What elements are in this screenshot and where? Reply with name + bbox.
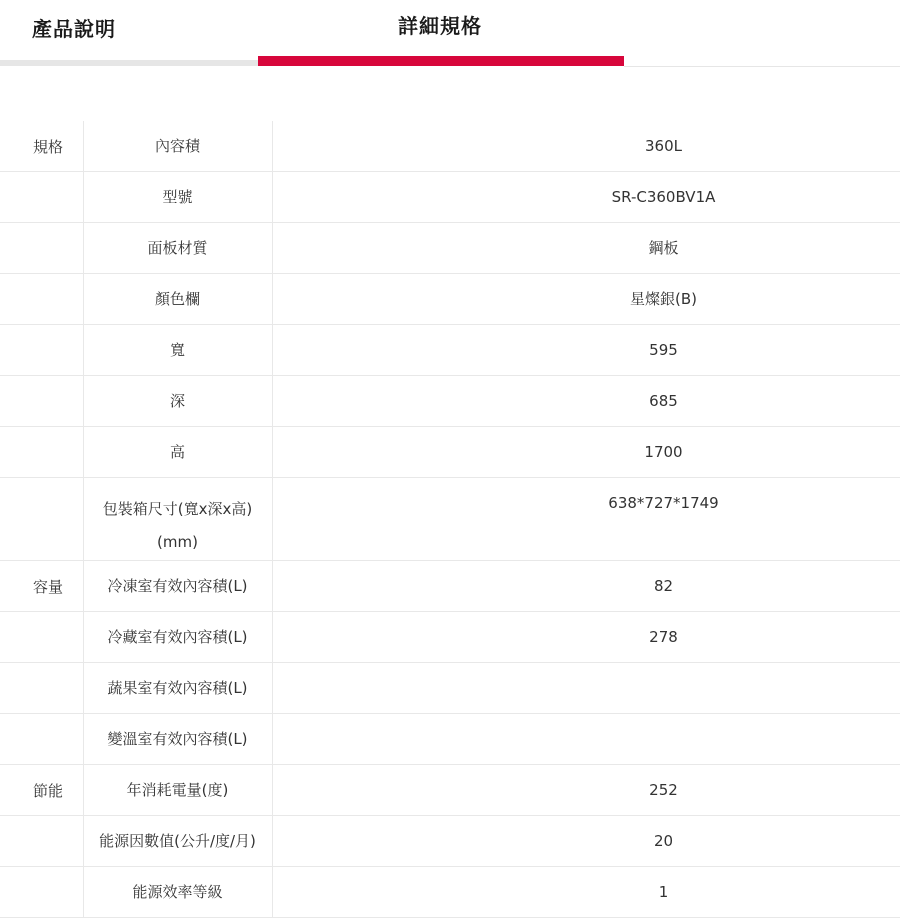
- spec-label: 寬: [169, 341, 185, 359]
- tab-label: 詳細規格: [398, 14, 482, 38]
- table-row: [0, 172, 900, 223]
- spec-label: 冷凍室有效內容積(L): [107, 577, 248, 595]
- spec-label: 能源因數值(公升/度/月): [99, 832, 256, 850]
- spec-label: 年消耗電量(度): [126, 781, 229, 799]
- spec-category: [0, 663, 83, 678]
- spec-category: [0, 427, 83, 442]
- spec-label: 內容積: [154, 137, 200, 155]
- spec-value: 595: [649, 341, 678, 359]
- spec-category: [0, 612, 83, 627]
- table-row: [0, 765, 900, 816]
- spec-value: 1: [658, 883, 669, 901]
- table-row: [0, 274, 900, 325]
- spec-value: 1700: [644, 443, 683, 461]
- spec-value: 638*727*1749: [608, 494, 719, 512]
- table-row: [0, 223, 900, 274]
- spec-value: 星燦銀(B): [630, 290, 697, 308]
- table-row: [0, 478, 900, 561]
- spec-category: [0, 478, 83, 493]
- spec-label: 變溫室有效內容積(L): [107, 730, 248, 748]
- table-row: [0, 663, 900, 714]
- spec-label: 顏色欄: [154, 290, 200, 308]
- spec-label: 包裝箱尺寸(寬x深x高)(mm): [102, 500, 253, 551]
- spec-label: 高: [169, 443, 185, 461]
- spec-value: [272, 663, 900, 678]
- spec-category: [0, 172, 83, 187]
- spec-label: 冷藏室有效內容積(L): [107, 628, 248, 646]
- tab-underline-inactive: [0, 60, 258, 66]
- spec-category: 容量: [33, 578, 64, 596]
- tab-label: 產品說明: [32, 17, 116, 41]
- spec-category: [0, 714, 83, 729]
- tab-detailed-specs[interactable]: [258, 0, 624, 58]
- spec-category: [0, 325, 83, 340]
- spec-value: 鋼板: [648, 239, 679, 257]
- tab-divider: [624, 66, 900, 67]
- spec-value: SR-C360BV1A: [611, 188, 716, 206]
- table-row: [0, 561, 900, 612]
- table-row: [0, 612, 900, 663]
- spec-category: [0, 867, 83, 882]
- table-row: [0, 714, 900, 765]
- spec-category: 節能: [33, 782, 64, 800]
- spec-category: [0, 223, 83, 238]
- spec-label: 蔬果室有效內容積(L): [107, 679, 248, 697]
- spec-label: 型號: [162, 188, 193, 206]
- table-row: [0, 325, 900, 376]
- tab-underline-active: [258, 56, 624, 66]
- spec-label: 能源效率等級: [132, 883, 223, 901]
- spec-label: 深: [169, 392, 185, 410]
- spec-label: 面板材質: [147, 239, 208, 257]
- spec-value: 20: [653, 832, 674, 850]
- tab-product-description[interactable]: [0, 0, 258, 58]
- spec-category: [0, 274, 83, 289]
- spec-table: [0, 121, 900, 918]
- spec-value: 278: [649, 628, 678, 646]
- spec-category: [0, 376, 83, 391]
- spec-category: [0, 816, 83, 831]
- table-row: [0, 427, 900, 478]
- spec-value: 685: [649, 392, 678, 410]
- spec-category: 規格: [33, 138, 64, 156]
- table-row: [0, 376, 900, 427]
- spec-value: 252: [649, 781, 678, 799]
- tab-bar: [0, 0, 900, 68]
- spec-value: [272, 714, 900, 729]
- spec-value: 82: [653, 577, 674, 595]
- table-row: [0, 121, 900, 172]
- table-row: [0, 867, 900, 918]
- table-row: [0, 816, 900, 867]
- spec-value: 360L: [645, 137, 682, 155]
